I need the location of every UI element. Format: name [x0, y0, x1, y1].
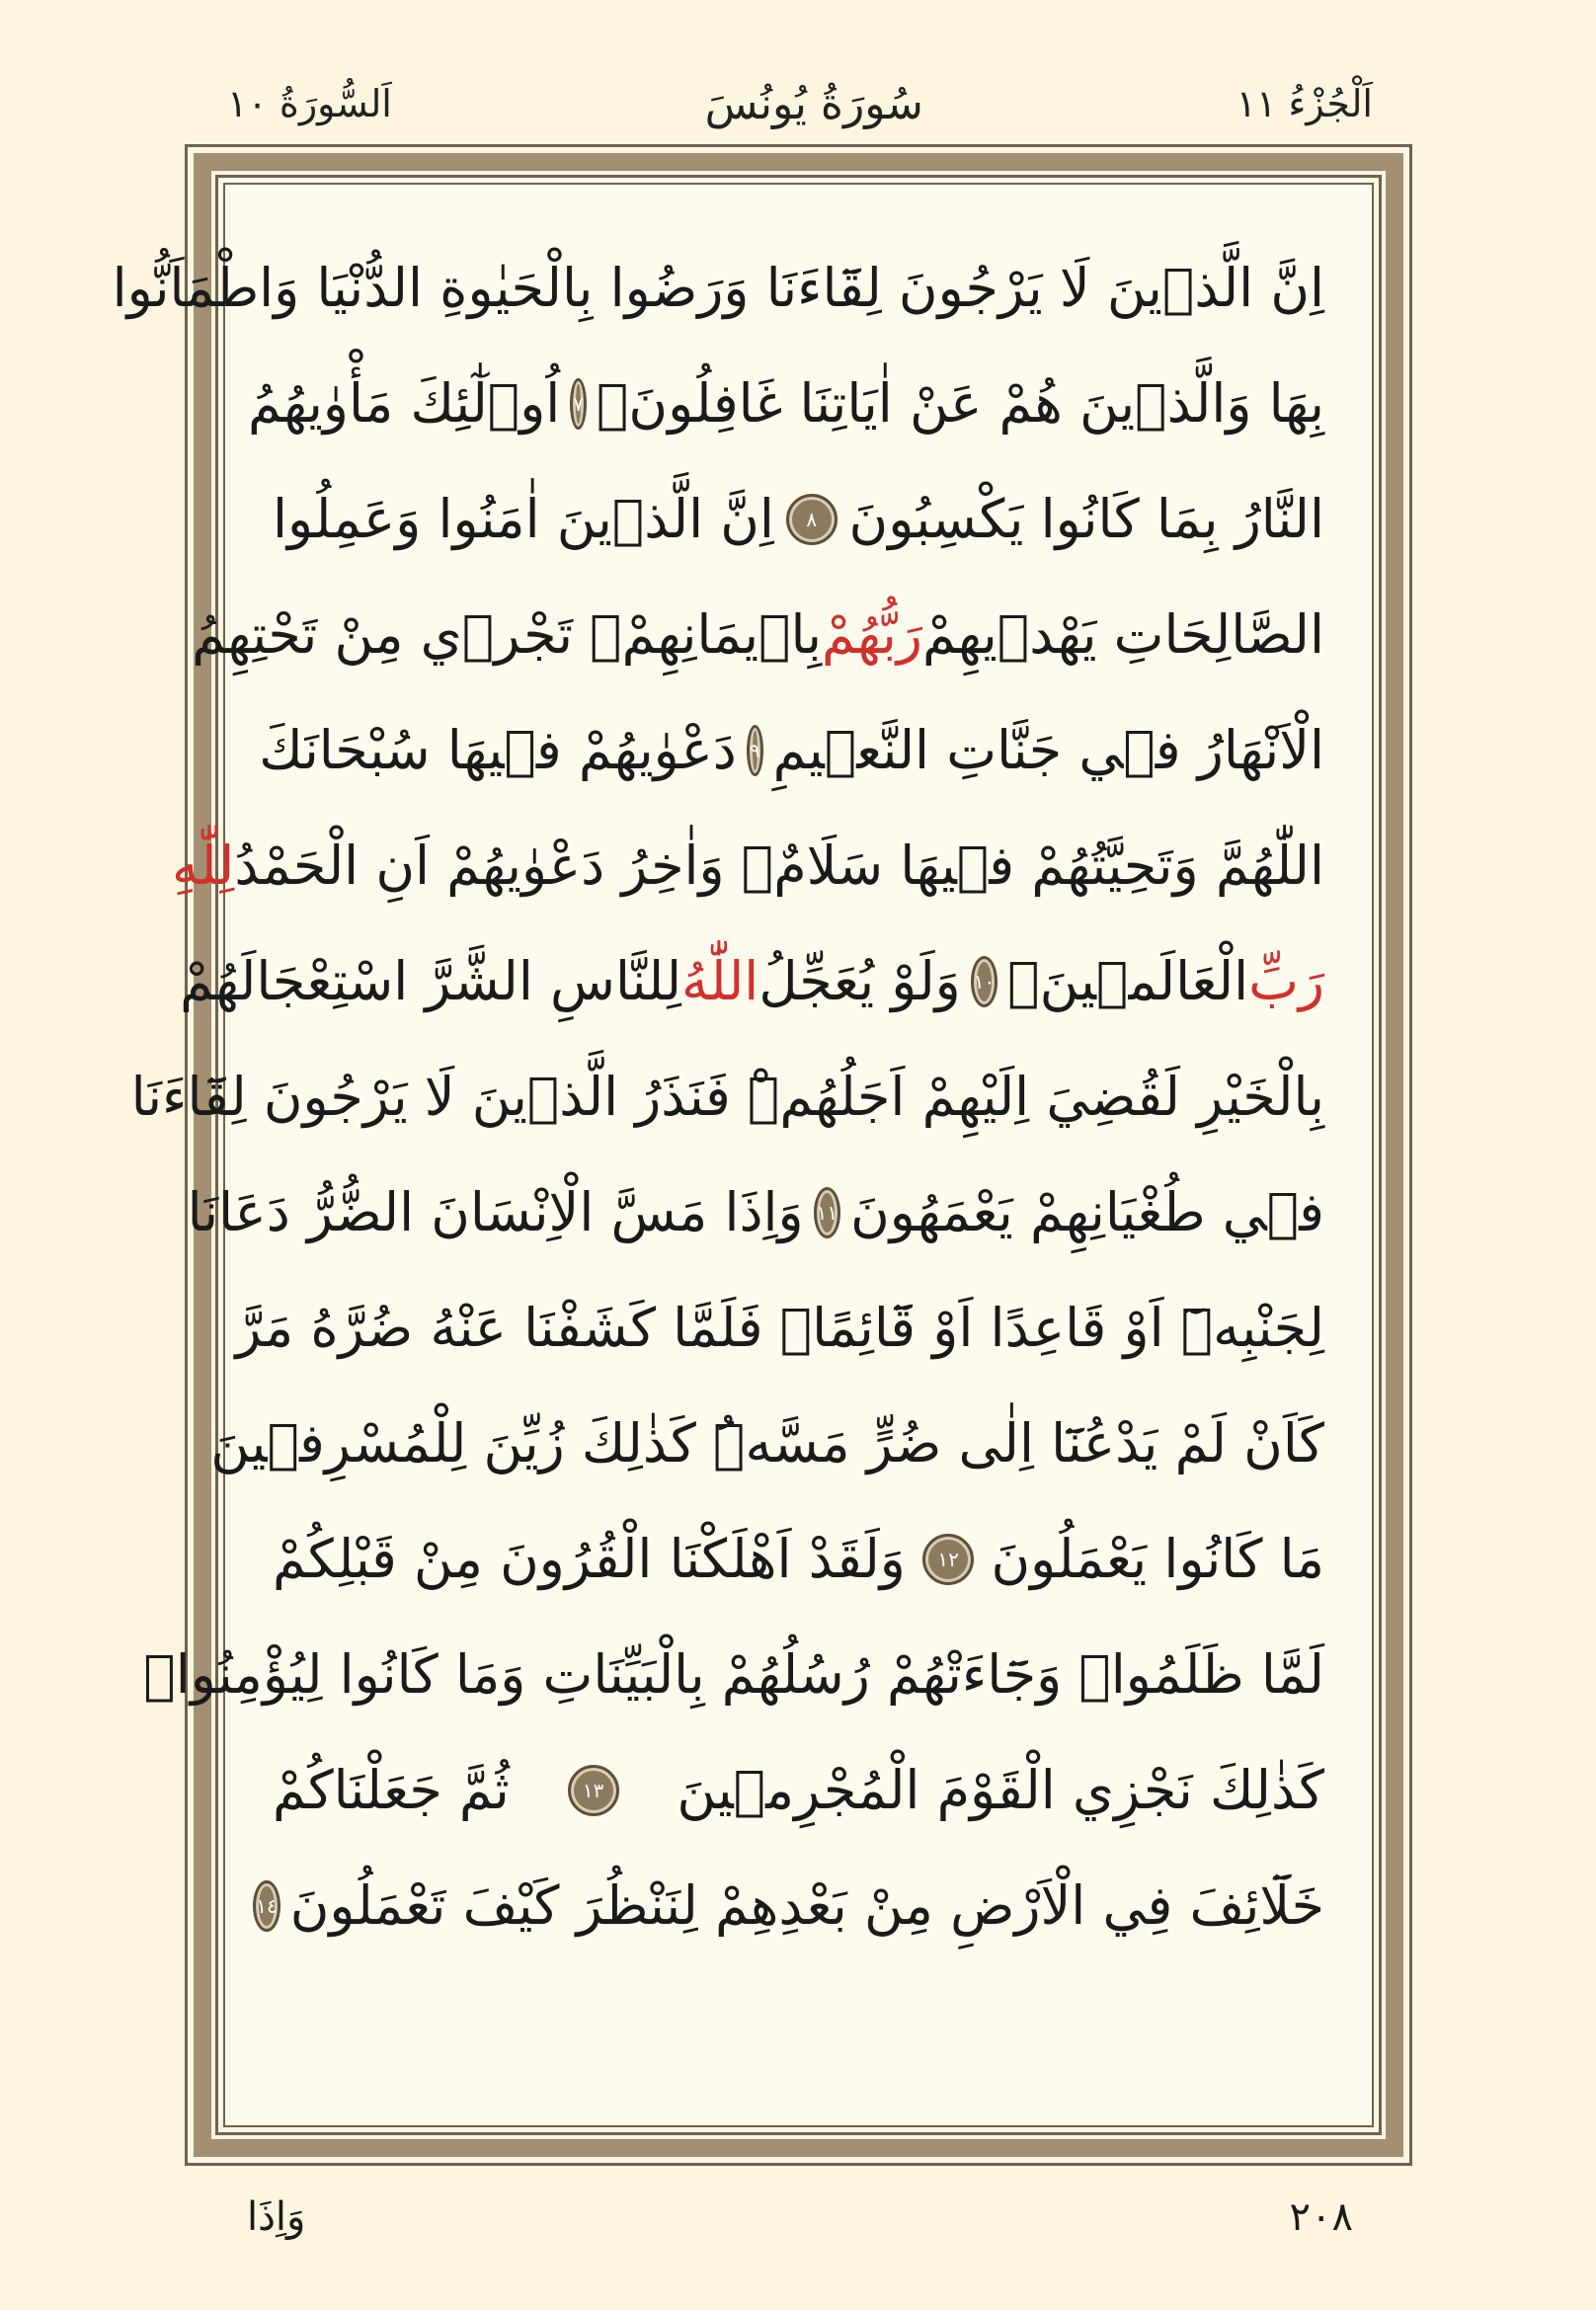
- frame-border: [112, 153, 1403, 2157]
- text-line: [112, 230, 1324, 346]
- ayah-number-marker: ١٢: [922, 1534, 974, 1585]
- divine-name-text: لِلّٰهِ: [172, 834, 235, 897]
- surah-number-label: اَلسُّورَةُ ١٠: [227, 82, 392, 125]
- catchword: وَاِذَا: [247, 2194, 306, 2240]
- text-line: [192, 577, 1324, 692]
- surah-title: سُورَةُ يُونُسَ: [704, 78, 923, 129]
- verse-text: اللّٰهُمَّ وَتَحِيَّتُهُمْ ف۪يهَا سَلَامٌۚ وَاٰخِرُ دَعْوٰيهُمْ اَنِ الْحَمْدُ: [234, 834, 1324, 897]
- verse-text: خَلَٓائِفَ فِي الْاَرْضِ مِنْ بَعْدِهِمْ لِنَنْظُرَ كَيْفَ تَعْمَلُونَ: [289, 1873, 1324, 1937]
- divine-name-text: اللّٰهُ: [681, 949, 759, 1012]
- verse-text: لِجَنْبِه۪ٓ اَوْ قَاعِدًا اَوْ قَٓائِمًاۚ فَلَمَّا كَشَفْنَا عَنْهُ ضُرَّهُ مَرَّ: [235, 1296, 1324, 1359]
- verse-text: مَا كَانُوا يَعْمَلُونَ: [991, 1527, 1324, 1590]
- text-line: [210, 1386, 1324, 1501]
- frame-inner-border: [112, 175, 1382, 2135]
- juz-label: اَلْجُزْءُ ١١: [1236, 82, 1373, 125]
- text-line: [180, 923, 1324, 1039]
- verse-text: ف۪ي طُغْيَانِهِمْ يَعْمَهُونَ: [850, 1180, 1324, 1243]
- divine-name-text: رَبِّ: [1248, 949, 1324, 1012]
- ayah-number-marker: ١٤: [253, 1880, 279, 1932]
- verse-text: ثُمَّ جَعَلْنَاكُمْ: [273, 1758, 510, 1821]
- verse-text: الْعَالَم۪ينَ۟: [1007, 949, 1249, 1012]
- text-line: [273, 461, 1324, 577]
- quran-text-area: [112, 183, 1374, 2127]
- verse-text: دَعْوٰيهُمْ ف۪يهَا سُبْحَانَكَ: [259, 718, 737, 781]
- ayah-number-marker: ٧: [570, 378, 587, 430]
- text-line: [172, 808, 1324, 923]
- divine-name-text: رَبُّهُمْ: [822, 602, 922, 666]
- text-line: [273, 1501, 1324, 1617]
- verse-text: بِهَا وَالَّذ۪ينَ هُمْ عَنْ اٰيَاتِنَا غَافِلُونَۙ: [597, 371, 1324, 435]
- verse-text: لِلنَّاسِ الشَّرَّ اسْتِعْجَالَهُمْ: [180, 949, 682, 1012]
- text-line: [273, 1732, 1324, 1848]
- verse-text: اُو۬لٰٓئِكَ مَأْوٰيهُمُ: [248, 371, 561, 435]
- text-line: [187, 1155, 1324, 1270]
- text-line: [248, 346, 1324, 461]
- ayah-number-marker: ١٣: [568, 1765, 619, 1816]
- verse-text: الصَّالِحَاتِ يَهْد۪يهِمْ: [921, 602, 1324, 666]
- verse-text: وَلَوْ يُعَجِّلُ: [758, 949, 961, 1012]
- ayah-number-marker: ٨: [786, 494, 838, 545]
- ayah-number-marker: ١١: [814, 1187, 840, 1238]
- page-footer: [247, 2183, 1353, 2252]
- verse-text: الْاَنْهَارُ ف۪ي جَنَّاتِ النَّع۪يمِ: [772, 718, 1324, 781]
- verse-text: كَذٰلِكَ نَجْزِي الْقَوْمَ الْمُجْرِم۪ينَ: [677, 1758, 1324, 1821]
- verse-text: لَمَّا ظَلَمُواۙ وَجَٓاءَتْهُمْ رُسُلُهُمْ بِالْبَيِّنَاتِ وَمَا كَانُوا لِيُؤْمِنُواۜ: [143, 1642, 1324, 1706]
- verse-text: وَلَقَدْ اَهْلَكْنَا الْقُرُونَ مِنْ قَبْلِكُمْ: [273, 1527, 906, 1590]
- ayah-number-marker: ٩: [747, 725, 763, 776]
- verse-text: النَّارُ بِمَا كَانُوا يَكْسِبُونَ: [848, 487, 1324, 550]
- verse-text: بِالْخَيْرِ لَقُضِيَ اِلَيْهِمْ اَجَلُهُمْۜ فَنَذَرُ الَّذ۪ينَ لَا يَرْجُونَ لِقَٓاءَنَا: [130, 1065, 1324, 1128]
- verse-text: اِنَّ الَّذ۪ينَ اٰمَنُوا وَعَمِلُوا: [273, 487, 774, 550]
- text-line: [143, 1617, 1324, 1732]
- page-frame: [112, 144, 1412, 2166]
- verse-text: كَاَنْ لَمْ يَدْعُنَٓا اِلٰى ضُرٍّ مَسَّهُۜ كَذٰلِكَ زُيِّنَ لِلْمُسْرِف۪ينَ: [210, 1411, 1324, 1474]
- verse-text: بِا۪يمَانِهِمْۚ تَجْر۪ي مِنْ تَحْتِهِمُ: [192, 602, 823, 666]
- verse-text: اِنَّ الَّذ۪ينَ لَا يَرْجُونَ لِقَٓاءَنَا وَرَضُوا بِالْحَيٰوةِ الدُّنْيَا وَاطْمَاَنُّوا: [112, 256, 1324, 319]
- text-line: [256, 1848, 1324, 1963]
- text-line: [235, 1270, 1324, 1386]
- page-header: [227, 69, 1373, 138]
- page-number: ٢٠٨: [1289, 2194, 1353, 2240]
- text-line: [130, 1039, 1324, 1155]
- verse-text: وَاِذَا مَسَّ الْاِنْسَانَ الضُّرُّ دَعَانَا: [187, 1180, 804, 1243]
- ayah-number-marker: ١٠: [971, 956, 998, 1007]
- text-line: [259, 692, 1324, 808]
